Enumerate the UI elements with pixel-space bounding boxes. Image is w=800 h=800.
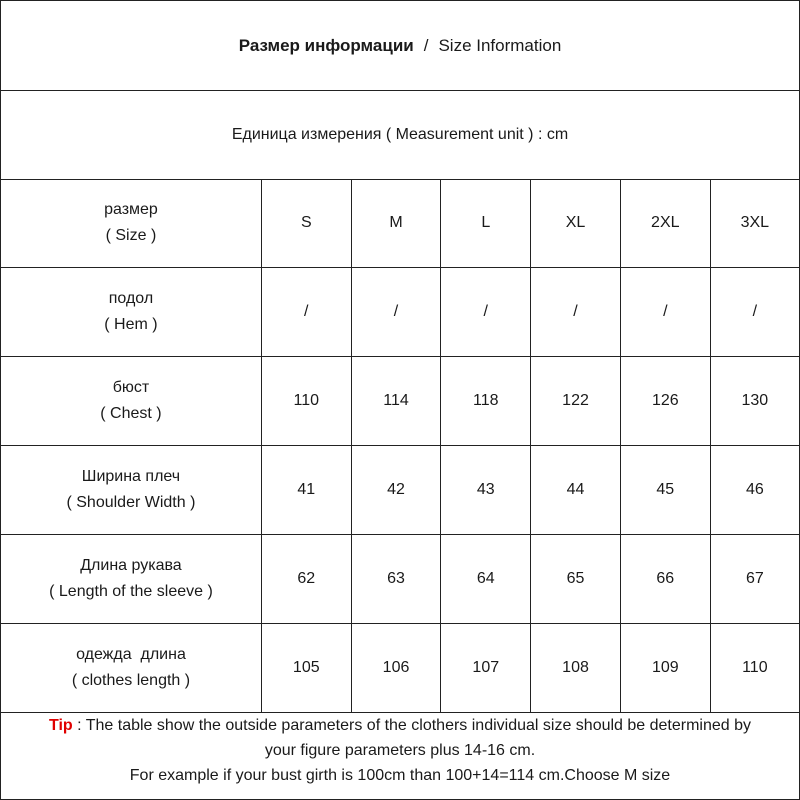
table-cell: 63	[351, 535, 441, 624]
table-cell: 105	[261, 624, 351, 713]
table-cell: 62	[261, 535, 351, 624]
row-label-en: ( Hem )	[104, 316, 158, 333]
table-cell: 46	[710, 446, 799, 535]
table-cell: 64	[441, 535, 531, 624]
table-cell: 65	[531, 535, 621, 624]
table-cell: /	[620, 268, 710, 357]
size-header: S	[261, 179, 351, 268]
table-cell: 107	[441, 624, 531, 713]
table-cell: 41	[261, 446, 351, 535]
row-label	[1, 446, 261, 535]
row-label-en: ( Chest )	[100, 405, 162, 422]
row-label	[1, 357, 261, 446]
tip-line-1	[1, 713, 799, 738]
row-label-en: ( Size )	[105, 227, 157, 244]
table-header-row	[1, 179, 799, 268]
table-cell: 66	[620, 535, 710, 624]
size-header: XL	[531, 179, 621, 268]
row-label-ru: Ширина плеч	[81, 468, 181, 485]
table-row-clothes-length	[1, 624, 799, 713]
table-cell: /	[531, 268, 621, 357]
row-label	[1, 624, 261, 713]
table-row-sleeve-length	[1, 535, 799, 624]
table-cell: /	[710, 268, 799, 357]
row-label-en: ( Length of the sleeve )	[49, 583, 213, 600]
row-label-ru: одежда длина	[76, 646, 186, 663]
table-cell: 67	[710, 535, 799, 624]
measurement-unit: Единица измерения ( Measurement unit ) : cm	[1, 90, 799, 180]
table-cell: 118	[441, 357, 531, 446]
row-label-ru: Длина рукава	[80, 557, 182, 574]
table-cell: 114	[351, 357, 441, 446]
table-cell: 110	[710, 624, 799, 713]
table-cell: 45	[620, 446, 710, 535]
table-cell: 106	[351, 624, 441, 713]
tip-line-2: your figure parameters plus 14-16 cm.	[264, 742, 536, 759]
row-label-en: ( clothes length )	[71, 672, 191, 689]
size-header: 3XL	[710, 179, 799, 268]
row-label	[1, 179, 261, 268]
table-cell: 42	[351, 446, 441, 535]
row-label	[1, 268, 261, 357]
title-separator: /	[423, 35, 429, 55]
row-label-ru: подол	[108, 290, 154, 307]
size-header: 2XL	[620, 179, 710, 268]
table-row-chest	[1, 357, 799, 446]
table-row-shoulder-width	[1, 446, 799, 535]
size-table	[1, 179, 799, 713]
table-cell: 109	[620, 624, 710, 713]
table-cell: /	[441, 268, 531, 357]
tip-note	[1, 712, 799, 800]
row-label-ru: размер	[104, 201, 158, 218]
size-header: L	[441, 179, 531, 268]
row-label-en: ( Shoulder Width )	[66, 494, 196, 511]
tip-label: Tip	[48, 717, 73, 734]
row-label-ru: бюст	[112, 379, 150, 396]
table-cell: 110	[261, 357, 351, 446]
table-cell: 126	[620, 357, 710, 446]
table-cell: 43	[441, 446, 531, 535]
row-label	[1, 535, 261, 624]
table-cell: 122	[531, 357, 621, 446]
title-russian: Размер информации	[238, 35, 414, 55]
table-cell: /	[351, 268, 441, 357]
tip-text-1: : The table show the outside parameters of the clothers individual size should be determined by	[77, 717, 752, 734]
table-row-hem	[1, 268, 799, 357]
page-title	[1, 1, 799, 91]
table-cell: 108	[531, 624, 621, 713]
table-cell: 130	[710, 357, 799, 446]
size-header: M	[351, 179, 441, 268]
tip-line-3: For example if your bust girth is 100cm than 100+14=114 cm.Choose M size	[129, 767, 671, 784]
title-english: Size Information	[438, 35, 562, 55]
table-cell: /	[261, 268, 351, 357]
table-cell: 44	[531, 446, 621, 535]
